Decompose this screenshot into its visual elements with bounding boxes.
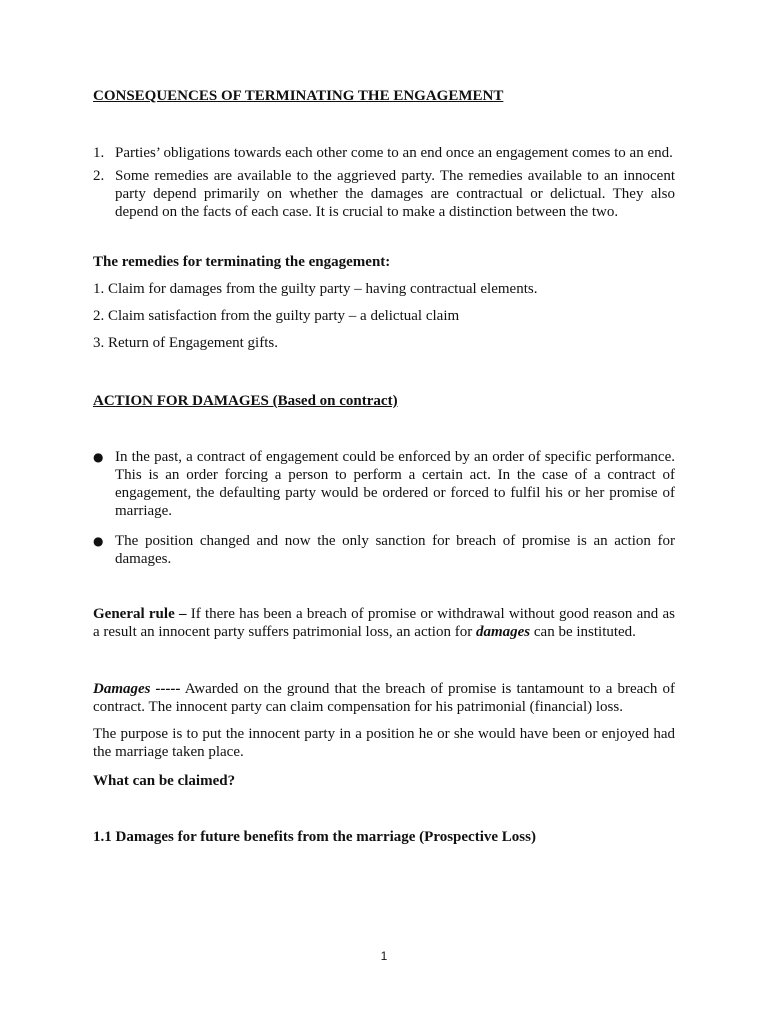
damages-emphasis: damages xyxy=(475,624,531,640)
remedy-item: 1. Claim for damages from the guilty party – having contractual elements. xyxy=(93,281,538,297)
numbered-point xyxy=(93,144,675,162)
general-rule-text-end: can be instituted. xyxy=(530,624,636,640)
purpose-paragraph: The purpose is to put the innocent party in a position he or she would have been or enjoyed had the marriage taken place. xyxy=(93,726,675,760)
damages-definition xyxy=(93,680,675,716)
subheading: 1.1 Damages for future benefits from the marriage (Prospective Loss) xyxy=(93,829,536,845)
section-heading: ACTION FOR DAMAGES (Based on contract) xyxy=(93,393,398,409)
numbered-point xyxy=(93,167,675,221)
remedies-list xyxy=(93,280,675,361)
bullet-icon: ● xyxy=(93,534,104,548)
bullet-icon: ● xyxy=(93,450,104,464)
bullet-item xyxy=(93,448,675,520)
general-rule-text: If there has been a breach of promise or withdrawal without good reason and as a result an innocent party suffers patrimonial loss, an action for xyxy=(93,606,675,640)
claim-heading: What can be claimed? xyxy=(93,773,236,789)
point-text: Parties’ obligations towards each other come to an end once an engagement comes to an end. xyxy=(115,145,673,161)
document-title: CONSEQUENCES OF TERMINATING THE ENGAGEMENT xyxy=(93,88,504,104)
point-number: 1. xyxy=(93,145,105,161)
damages-text: Awarded on the ground that the breach of promise is tantamount to a breach of contract. The innocent party can claim compensation for his patrimonial (financial) loss. xyxy=(93,681,675,715)
general-rule-paragraph xyxy=(93,605,675,641)
bullet-text: The position changed and now the only sanction for breach of promise is an action for damages. xyxy=(115,533,675,567)
bullet-item xyxy=(93,532,675,568)
damages-label: Damages ----- xyxy=(93,681,181,697)
numbered-points xyxy=(93,144,675,226)
page-number: 1 xyxy=(380,949,388,963)
bullet-list xyxy=(93,448,675,580)
remedies-heading: The remedies for terminating the engagement: xyxy=(93,254,391,270)
remedy-item: 3. Return of Engagement gifts. xyxy=(93,335,278,351)
general-rule-label: General rule – xyxy=(93,606,187,622)
point-text: Some remedies are available to the aggrieved party. The remedies available to an innocent party depend primarily on whether the damages are contractual or delictual. They also depend on the facts of each case. It is crucial to make a distinction between the two. xyxy=(115,168,675,220)
bullet-text: In the past, a contract of engagement could be enforced by an order of specific performance. This is an order forcing a person to perform a certain act. In the case of a contract of engagement, the defaulting party would be ordered or forced to fulfil his or her promise of marriage. xyxy=(115,449,675,519)
remedy-item: 2. Claim satisfaction from the guilty party – a delictual claim xyxy=(93,308,460,324)
point-number: 2. xyxy=(93,168,105,184)
